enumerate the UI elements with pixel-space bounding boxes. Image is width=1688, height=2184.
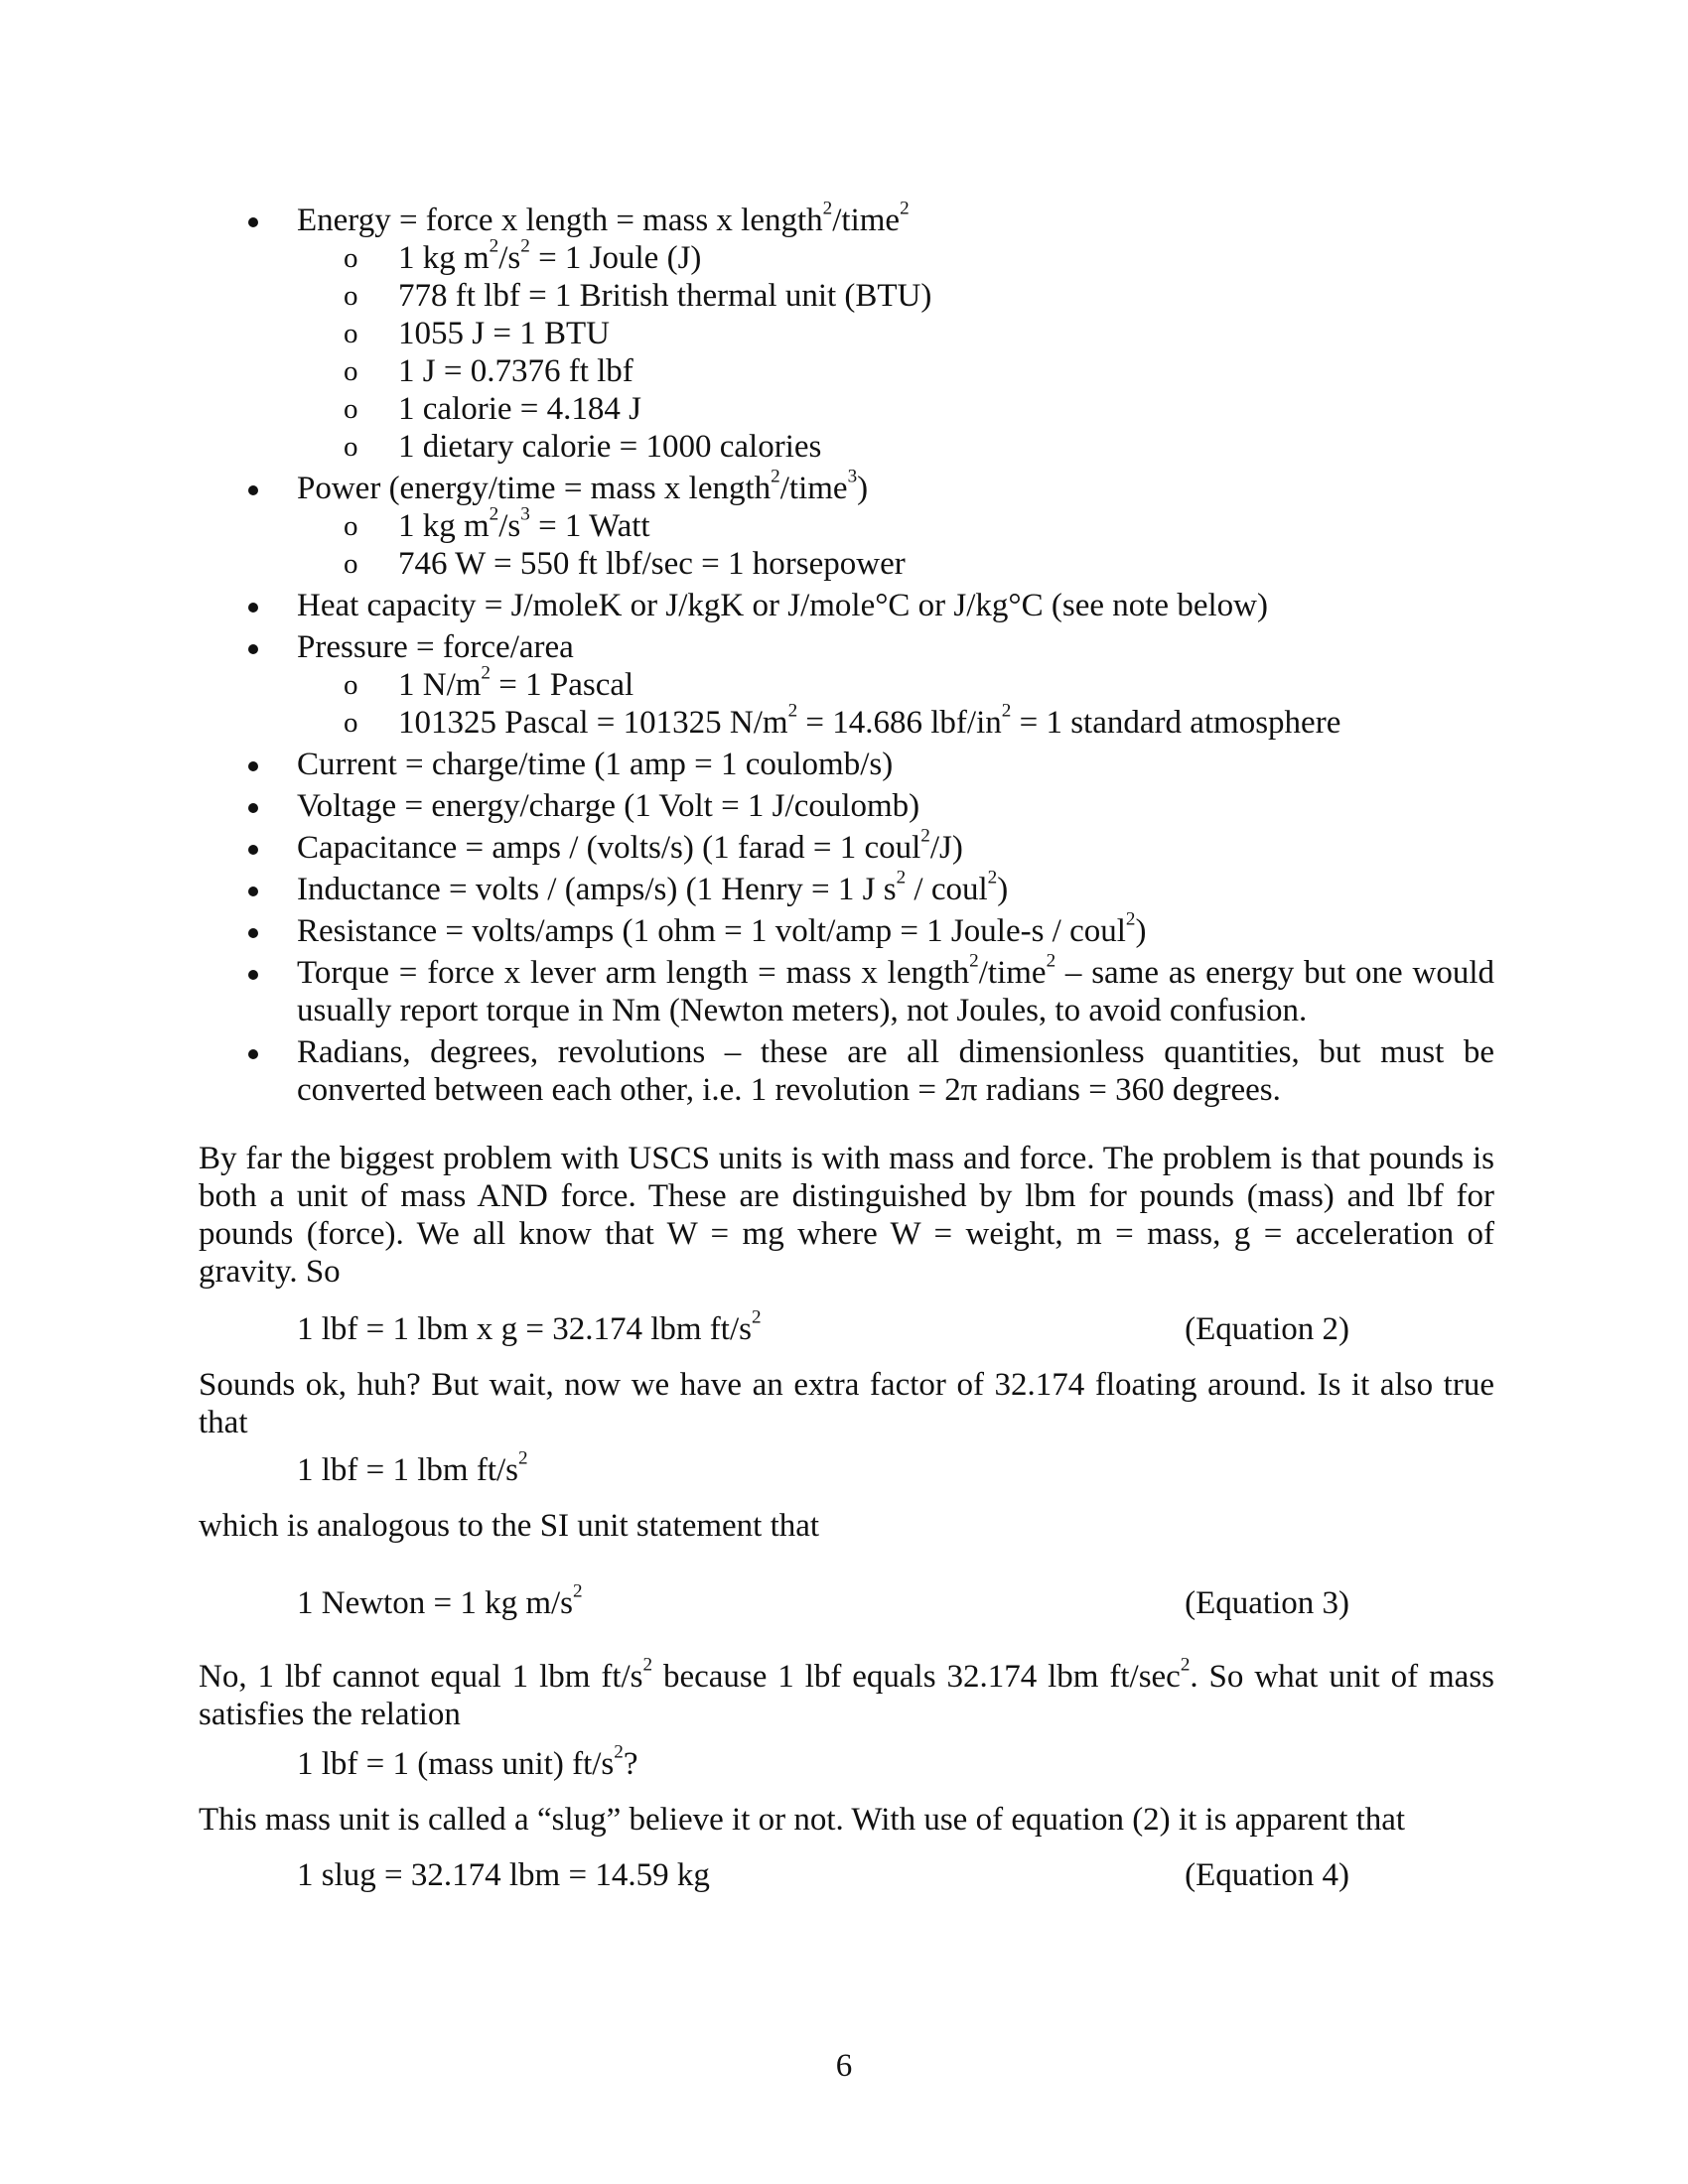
circle-bullet-icon: o: [344, 318, 358, 349]
sub-item: o 1 kg $m^2/s^2 = 1$ Joule (J): [344, 235, 702, 276]
sub-item: o 1 J = 0.7376 ft lbf: [344, 353, 633, 389]
unit-bullet-list: [199, 198, 1494, 1113]
sub-item: o 101325 Pascal = 101325 $N/m^2 = 14.686$ lbf/$in^2 = 1$ standard atmosphere: [344, 700, 1341, 741]
bullet-torque: Torque = force x lever arm length = mass x length$^2$/time$^2$ – same as energy but one would usually report torque in Nm (Newton meters), not Joules, to avoid confusion.: [199, 954, 1494, 1029]
equation-mass-unit: 1 lbf = 1 (mass unit) $ft/s^2$?: [297, 1741, 638, 1782]
sub-item: o 1 $N/m^2 = 1$ Pascal: [344, 662, 634, 703]
bullet-dot: [248, 928, 258, 938]
bullet-power: Power (energy/time = mass x length$^2$/time$^3$) o 1 kg $m^2/s^3 = 1$ Watt o 746 W = 550 ft lbf/sec = 1 horsepower: [199, 470, 1494, 583]
bullet-dot: [248, 644, 258, 654]
bullet-dot: [248, 485, 258, 495]
equation-lbf-lbm: 1 lbf = 1 lbm $ft/s^2$: [297, 1447, 528, 1488]
equation-number: (Equation 2): [1185, 1311, 1349, 1347]
bullet-dot: [248, 803, 258, 813]
sub-item: o 1 kg $m^2/s^3 = 1$ Watt: [344, 503, 650, 544]
bullet-dot: [248, 887, 258, 896]
sub-item: o 1 calorie = 4.184 J: [344, 391, 641, 427]
circle-bullet-icon: o: [344, 548, 358, 580]
sub-list: [297, 503, 1494, 583]
circle-bullet-icon: o: [344, 669, 358, 701]
circle-bullet-icon: o: [344, 355, 358, 387]
circle-bullet-icon: o: [344, 280, 358, 312]
bullet-inductance: Inductance = volts / (amps/s) (1 Henry = 1 J $s^2$ / coul$^2$): [199, 871, 1494, 908]
equation-3: 1 Newton = 1 kg $m/s^2$ (Equation 3): [297, 1580, 1349, 1621]
equation-4: 1 slug = 32.174 lbm = 14.59 kg (Equation 4): [297, 1857, 1349, 1893]
page-number: 6: [835, 2048, 853, 2084]
sub-list: [297, 662, 1494, 742]
paragraph-analogous: which is analogous to the SI unit statement that: [199, 1508, 820, 1544]
bullet-radians: Radians, degrees, revolutions – these are all dimensionless quantities, but must be converted between each other, i.e. 1 revolution = 2π radians = 360 degrees.: [199, 1033, 1494, 1109]
bullet-capacitance: Capacitance = amps / (volts/s) (1 farad = 1 coul$^2$/J): [199, 829, 1494, 867]
circle-bullet-icon: o: [344, 431, 358, 463]
bullet-text: Energy = force x length = mass x length: [297, 203, 823, 238]
sub-item: o 1 dietary calorie = 1000 calories: [344, 429, 822, 465]
bullet-dot: [248, 217, 258, 227]
equation-number: (Equation 4): [1185, 1857, 1349, 1893]
paragraph-sounds-ok: Sounds ok, huh? But wait, now we have an extra factor of 32.174 floating around. Is it also true that: [199, 1367, 1494, 1440]
bullet-resistance: Resistance = volts/amps (1 ohm = 1 volt/amp = 1 Joule-s / coul$^2$): [199, 912, 1494, 950]
equation-number: (Equation 3): [1185, 1585, 1349, 1621]
bullet-energy: Energy = force x length = mass x length$^2$/time$^2$ o 1 kg $m^2/s^2 = 1$ Joule (J) o 778 ft lbf = 1 British thermal unit (BTU) o 1055 J = 1 BTU o 1 J = 0.7376 ft lbf o 1 calorie = 4.184 J o 1 dietary calorie = 1000 calories: [199, 202, 1494, 466]
circle-bullet-icon: o: [344, 510, 358, 542]
circle-bullet-icon: o: [344, 707, 358, 739]
sub-list: [297, 235, 1494, 466]
bullet-dot: [248, 761, 258, 771]
bullet-current: Current = charge/time (1 amp = 1 coulomb/s): [199, 746, 1494, 783]
bullet-dot: [248, 603, 258, 613]
bullet-dot: [248, 1049, 258, 1059]
bullet-pressure: Pressure = force/area o 1 $N/m^2 = 1$ Pascal o 101325 Pascal = 101325 $N/m^2 = 14.686$ lbf/$in^2 = 1$ standard atmosphere: [199, 628, 1494, 742]
paragraph-mass-force: By far the biggest problem with USCS units is with mass and force. The problem is that pounds is both a unit of mass AND force. These are distinguished by lbm for pounds (mass) and lbf for pounds (force). We all know that W = mg where W = weight, m = mass, g = acceleration of gravity. So: [199, 1141, 1494, 1290]
bullet-voltage: Voltage = energy/charge (1 Volt = 1 J/coulomb): [199, 787, 1494, 825]
sub-item: o 746 W = 550 ft lbf/sec = 1 horsepower: [344, 546, 906, 582]
bullet-dot: [248, 845, 258, 855]
sub-item: o 1055 J = 1 BTU: [344, 316, 610, 351]
paragraph-slug: This mass unit is called a “slug” believe it or not. With use of equation (2) it is apparent that: [199, 1802, 1406, 1838]
bullet-dot: [248, 970, 258, 980]
equation-2: 1 lbf = 1 lbm x g = 32.174 lbm $ft/s^2$ (Equation 2): [297, 1306, 1349, 1347]
paragraph-no-lbf: No, 1 lbf cannot equal 1 lbm $ft/s^2$ because 1 lbf equals 32.174 lbm $ft/\sec^2$. So what unit of mass satisfies the relation: [199, 1654, 1495, 1732]
bullet-heat-capacity: Heat capacity = J/moleK or J/kgK or J/mole°C or J/kg°C (see note below): [199, 587, 1494, 624]
circle-bullet-icon: o: [344, 393, 358, 425]
sub-item: o 778 ft lbf = 1 British thermal unit (BTU): [344, 278, 932, 314]
circle-bullet-icon: o: [344, 242, 358, 274]
